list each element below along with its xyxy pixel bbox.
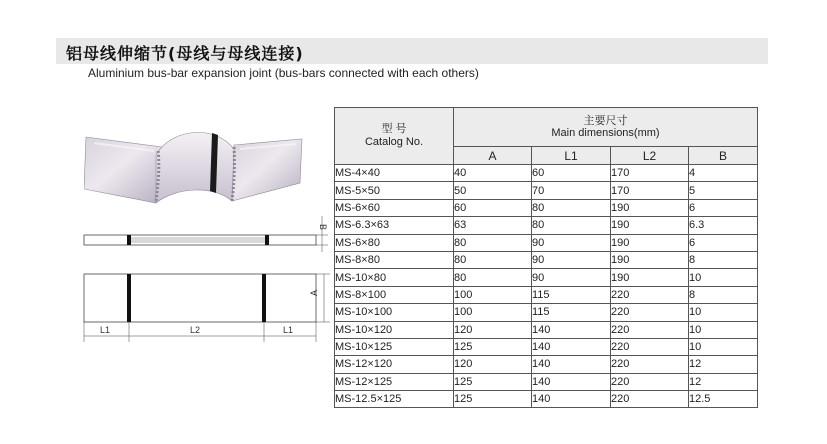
page-title: 铝母线伸缩节(母线与母线连接) — [66, 44, 304, 63]
table-row — [335, 391, 758, 408]
cell-a: 125 — [454, 373, 532, 390]
cell-model: MS-8×80 — [335, 251, 454, 268]
table-row — [335, 251, 758, 268]
cell-l2: 220 — [611, 286, 689, 303]
cell-a: 125 — [454, 391, 532, 408]
cell-l1: 140 — [532, 338, 611, 355]
cell-b: 10 — [689, 304, 758, 321]
cell-b: 4 — [689, 165, 758, 182]
table-row — [335, 217, 758, 234]
table-row — [335, 234, 758, 251]
cell-model: MS-12×125 — [335, 373, 454, 390]
cell-b: 12 — [689, 356, 758, 373]
cell-l2: 220 — [611, 356, 689, 373]
cell-l2: 220 — [611, 338, 689, 355]
cell-l1: 70 — [532, 182, 611, 199]
cell-model: MS-6×80 — [335, 234, 454, 251]
dimension-drawing — [76, 210, 330, 350]
cell-model: MS-6×60 — [335, 199, 454, 216]
spec-table — [334, 107, 758, 408]
cell-b: 10 — [689, 338, 758, 355]
table-row — [335, 269, 758, 286]
cell-model: MS-12×120 — [335, 356, 454, 373]
col-header-a: A — [454, 147, 532, 165]
cell-a: 80 — [454, 269, 532, 286]
model-header-cn: 型 号 — [381, 123, 407, 135]
cell-l1: 90 — [532, 251, 611, 268]
section-title-bar — [56, 38, 768, 64]
dims-header-cn: 主要尺寸 — [583, 115, 628, 127]
cell-l2: 190 — [611, 269, 689, 286]
table-row — [335, 338, 758, 355]
top-view — [84, 274, 330, 342]
cell-l1: 90 — [532, 269, 611, 286]
cell-a: 80 — [454, 234, 532, 251]
cell-l1: 140 — [532, 321, 611, 338]
cell-model: MS-5×50 — [335, 182, 454, 199]
table-row — [335, 165, 758, 182]
cell-l1: 80 — [532, 217, 611, 234]
cell-model: MS-10×100 — [335, 304, 454, 321]
cell-b: 10 — [689, 269, 758, 286]
cell-a: 63 — [454, 217, 532, 234]
cell-l1: 140 — [532, 391, 611, 408]
cell-b: 10 — [689, 321, 758, 338]
product-photo — [84, 125, 304, 215]
cell-l1: 140 — [532, 356, 611, 373]
model-header-en: Catalog No. — [364, 136, 424, 148]
cell-l2: 190 — [611, 217, 689, 234]
cell-model: MS-12.5×125 — [335, 391, 454, 408]
cell-l1: 80 — [532, 199, 611, 216]
cell-a: 100 — [454, 286, 532, 303]
table-row — [335, 356, 758, 373]
cell-l1: 90 — [532, 234, 611, 251]
cell-l2: 190 — [611, 234, 689, 251]
cell-l2: 170 — [611, 165, 689, 182]
cell-l1: 140 — [532, 373, 611, 390]
table-row — [335, 321, 758, 338]
cell-l2: 220 — [611, 391, 689, 408]
dims-header-en: Main dimensions(mm) — [551, 127, 660, 139]
cell-a: 120 — [454, 356, 532, 373]
cell-model: MS-10×125 — [335, 338, 454, 355]
cell-model: MS-10×80 — [335, 269, 454, 286]
cell-b: 6.3 — [689, 217, 758, 234]
col-header-l2: L2 — [611, 147, 689, 165]
cell-l2: 190 — [611, 199, 689, 216]
cell-a: 40 — [454, 165, 532, 182]
cell-a: 100 — [454, 304, 532, 321]
col-header-b: B — [689, 147, 758, 165]
table-row — [335, 182, 758, 199]
model-header — [335, 108, 454, 165]
dims-header — [454, 108, 758, 147]
table-row — [335, 373, 758, 390]
cell-a: 80 — [454, 251, 532, 268]
cell-model: MS-4×40 — [335, 165, 454, 182]
cell-l1: 115 — [532, 286, 611, 303]
cell-a: 50 — [454, 182, 532, 199]
cell-b: 8 — [689, 286, 758, 303]
cell-b: 6 — [689, 199, 758, 216]
cell-b: 8 — [689, 251, 758, 268]
cell-b: 5 — [689, 182, 758, 199]
dim-b-label: B — [318, 224, 328, 231]
dim-l1-right-label: L1 — [283, 325, 294, 335]
dim-l2-label: L2 — [190, 325, 201, 335]
page-subtitle: Aluminium bus-bar expansion joint (bus-bars connected with each others) — [88, 66, 479, 80]
cell-model: MS-10×120 — [335, 321, 454, 338]
cell-a: 120 — [454, 321, 532, 338]
cell-model: MS-6.3×63 — [335, 217, 454, 234]
cell-a: 60 — [454, 199, 532, 216]
cell-l2: 190 — [611, 251, 689, 268]
cell-l1: 115 — [532, 304, 611, 321]
table-row — [335, 286, 758, 303]
cell-l2: 220 — [611, 373, 689, 390]
dim-a-label: A — [309, 289, 319, 296]
table-row — [335, 304, 758, 321]
cell-a: 125 — [454, 338, 532, 355]
cell-l2: 220 — [611, 304, 689, 321]
cell-l1: 60 — [532, 165, 611, 182]
col-header-l1: L1 — [532, 147, 611, 165]
cell-l2: 220 — [611, 321, 689, 338]
cell-b: 12.5 — [689, 391, 758, 408]
dim-l1-left-label: L1 — [100, 325, 111, 335]
table-row — [335, 199, 758, 216]
side-view — [84, 216, 328, 252]
cell-l2: 170 — [611, 182, 689, 199]
cell-model: MS-8×100 — [335, 286, 454, 303]
cell-b: 6 — [689, 234, 758, 251]
cell-b: 12 — [689, 373, 758, 390]
